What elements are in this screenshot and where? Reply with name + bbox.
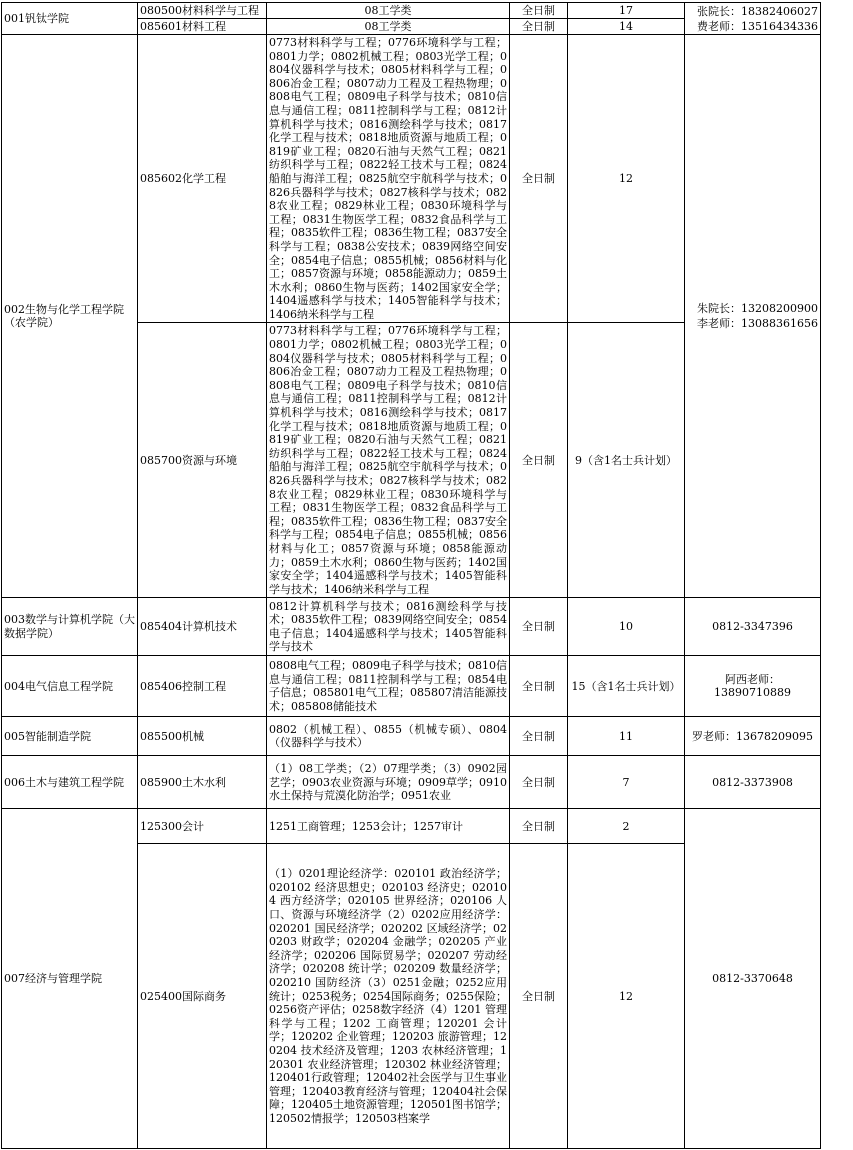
contact-cell	[685, 598, 821, 656]
directions-cell: 0773材料科学与工程；0776环境科学与工程；0801力学；0802机械工程；0803光学工程；0804仪器科学与技术；0805材料科学与工程；0806冶金工程；0807动力工程及工程热物理；0808电气工程；0809电子科学与技术；0810信息与通信工程；0811控制科学与工程；0812计算机科学与技术；0816测绘科学与技术；0817化学工程与技术；0818地质资源与地质工程；0819矿业工程；0820石油与天然气工程；0821纺织科学与工程；0822轻工技术与工程；0824船舶与海洋工程；0825航空宇航科学与技术；0826兵器科学与技术；0827核科学与技术；0828农业工程；0829林业工程；0830环境科学与工程；0831生物医学工程；0832食品科学与工程；0835软件工程；0836生物工程；0837安全科学与工程；0854电子信息；0855机械；0856材料与化工；0857资源与环境；0858能源动力；0859土木水利；0860生物与医药；1402国家安全学；1404遥感科学与技术；1405智能科学与技术；1406纳米科学与工程	[267, 323, 510, 598]
table-row	[2, 35, 821, 323]
study-mode-cell: 全日制	[510, 35, 568, 323]
quota-cell: 14	[568, 19, 685, 35]
directions-cell: （1）0201理论经济学：020101 政治经济学；020102 经济思想史；020103 经济史；020104 西方经济学；020105 世界经济；020106 人口、资源与环境经济学（2）0202应用经济学：020201 国民经济学；020202 区域经济学；020203 财政学；020204 金融学；020205 产业经济学；020206 国际贸易学；020207 劳动经济学；020208 统计学；020209 数量经济学；020210 国防经济（3）0251金融；0252应用统计；0253税务；0254国际商务；0255保险；0256资产评估；0258数字经济（4）1201 管理科学与工程；1202 工商管理；120201 会计学；120202 企业管理；120203 旅游管理；120204 技术经济及管理；1203 农林经济管理；120301 农业经济管理；120302 林业经济管理；120401行政管理；120402社会医学与卫生事业管理；120403教育经济与管理；120404社会保障；120405土地资源管理；120501图书馆学；120502情报学；120503档案学	[267, 844, 510, 1149]
table-row	[2, 656, 821, 717]
quota-cell: 7	[568, 756, 685, 809]
contact-cell	[685, 756, 821, 809]
study-mode-cell: 全日制	[510, 717, 568, 756]
quota-cell: 12	[568, 844, 685, 1149]
directions-cell: 0773材料科学与工程；0776环境科学与工程；0801力学；0802机械工程；0803光学工程；0804仪器科学与技术；0805材料科学与工程；0806冶金工程；0807动力工程及工程热物理；0808电气工程；0809电子科学与技术；0810信息与通信工程；0811控制科学与工程；0812计算机科学与技术；0816测绘科学与技术；0817化学工程与技术；0818地质资源与地质工程；0819矿业工程；0820石油与天然气工程；0821纺织科学与工程；0822轻工技术与工程；0824船舶与海洋工程；0825航空宇航科学与技术；0826兵器科学与技术；0827核科学与技术；0828农业工程；0829林业工程；0830环境科学与工程；0831生物医学工程；0832食品科学与工程；0835软件工程；0836生物工程；0837安全科学与工程；0838公安技术；0839网络空间安全；0854电子信息；0855机械；0856材料与化工；0857资源与环境；0858能源动力；0859土木水利；0860生物与医药；1402国家安全学；1404遥感科学与技术；1405智能科学与技术；1406纳米科学与工程	[267, 35, 510, 323]
study-mode-cell: 全日制	[510, 656, 568, 717]
table-row	[2, 3, 821, 19]
directions-cell: 08工学类	[267, 3, 510, 19]
contact-cell	[685, 35, 821, 598]
major-cell: 085406控制工程	[138, 656, 267, 717]
study-mode-cell: 全日制	[510, 756, 568, 809]
contact-line: 张院长：18382406027	[697, 4, 818, 18]
study-mode-cell: 全日制	[510, 3, 568, 19]
contact-cell	[685, 717, 821, 756]
quota-cell: 2	[568, 809, 685, 844]
major-cell: 085700资源与环境	[138, 323, 267, 598]
table-row	[2, 598, 821, 656]
contact-line: 李老师：13088361656	[697, 317, 818, 331]
college-cell: 003数学与计算机学院（大数据学院）	[2, 598, 138, 656]
college-cell: 002生物与化学工程学院（农学院）	[2, 35, 138, 598]
contact-line: 0812-3347396	[712, 620, 793, 634]
enrollment-table	[1, 2, 821, 1149]
major-cell: 125300会计	[138, 809, 267, 844]
quota-cell: 10	[568, 598, 685, 656]
contact-line: 费老师：13516434336	[697, 19, 818, 33]
directions-cell: （1）08工学类；（2）07理学类；（3）0902园艺学；0903农业资源与环境；0909草学；0910水土保持与荒漠化防治学；0951农业	[267, 756, 510, 809]
contact-line: 朱院长：13208200900	[697, 302, 818, 316]
table-row	[2, 756, 821, 809]
quota-cell: 15（含1名士兵计划）	[568, 656, 685, 717]
quota-cell: 9（含1名士兵计划）	[568, 323, 685, 598]
major-cell: 085500机械	[138, 717, 267, 756]
contact-line: 阿西老师：13890710889	[714, 672, 791, 700]
quota-cell: 12	[568, 35, 685, 323]
quota-cell: 17	[568, 3, 685, 19]
study-mode-cell: 全日制	[510, 844, 568, 1149]
directions-cell: 08工学类	[267, 19, 510, 35]
contact-cell	[685, 656, 821, 717]
contact-line: 0812-3370648	[712, 972, 793, 986]
directions-cell: 0808电气工程；0809电子科学与技术；0810信息与通信工程；0811控制科学与工程；0854电子信息；085801电气工程；085807清洁能源技术；085808储能技术	[267, 656, 510, 717]
contact-cell	[685, 809, 821, 1149]
major-cell: 085601材料工程	[138, 19, 267, 35]
major-cell: 025400国际商务	[138, 844, 267, 1149]
contact-line: 罗老师：13678209095	[692, 729, 813, 743]
major-cell: 080500材料科学与工程	[138, 3, 267, 19]
college-cell: 004电气信息工程学院	[2, 656, 138, 717]
college-cell: 005智能制造学院	[2, 717, 138, 756]
major-cell: 085900土木水利	[138, 756, 267, 809]
directions-cell: 0812计算机科学与技术；0816测绘科学与技术；0835软件工程；0839网络空间安全；0854电子信息；1404遥感科学与技术；1405智能科学与技术	[267, 598, 510, 656]
study-mode-cell: 全日制	[510, 809, 568, 844]
major-cell: 085602化学工程	[138, 35, 267, 323]
college-cell: 001钒钛学院	[2, 3, 138, 35]
study-mode-cell: 全日制	[510, 598, 568, 656]
directions-cell: 1251工商管理；1253会计；1257审计	[267, 809, 510, 844]
major-cell: 085404计算机技术	[138, 598, 267, 656]
quota-cell: 11	[568, 717, 685, 756]
directions-cell: 0802（机械工程）、0855（机械专硕）、0804（仪器科学与技术）	[267, 717, 510, 756]
table-row	[2, 717, 821, 756]
study-mode-cell: 全日制	[510, 19, 568, 35]
study-mode-cell: 全日制	[510, 323, 568, 598]
table-row	[2, 809, 821, 844]
college-cell: 007经济与管理学院	[2, 809, 138, 1149]
contact-line: 0812-3373908	[712, 775, 793, 789]
contact-cell	[685, 3, 821, 35]
college-cell: 006土木与建筑工程学院	[2, 756, 138, 809]
